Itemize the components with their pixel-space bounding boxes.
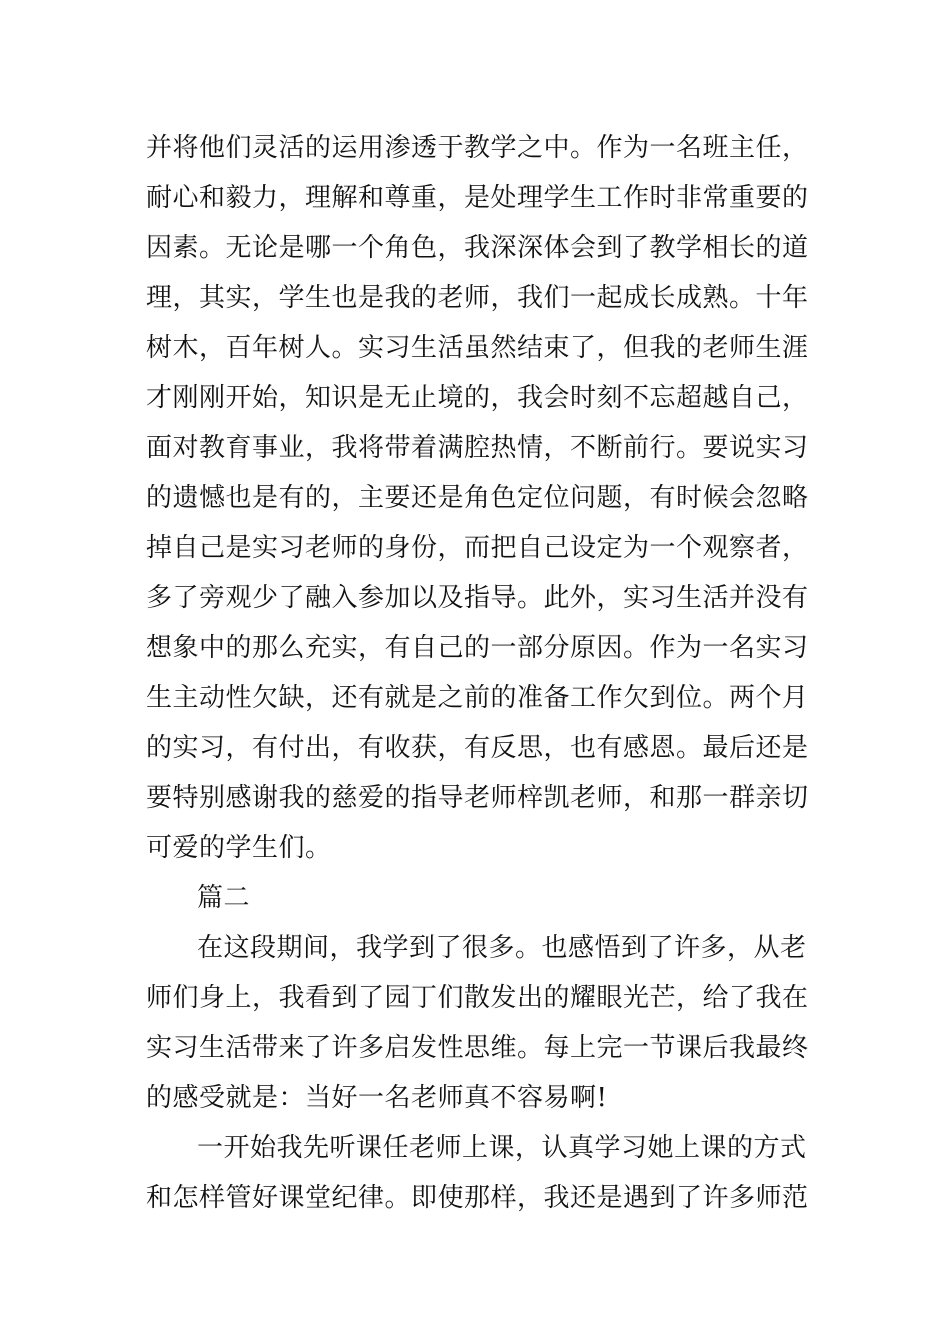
text-line: 实习生活带来了许多启发性思维。每上完一节课后我最终: [146, 1033, 809, 1063]
section-heading: 篇二: [197, 883, 251, 913]
text-line: 才刚刚开始，知识是无止境的，我会时刻不忘超越自己，: [146, 383, 809, 413]
text-line: 多了旁观少了融入参加以及指导。此外，实习生活并没有: [146, 583, 809, 613]
text-line: 耐心和毅力，理解和尊重，是处理学生工作时非常重要的: [146, 183, 809, 213]
text-line: 想象中的那么充实，有自己的一部分原因。作为一名实习: [146, 633, 809, 663]
text-line: 的遗憾也是有的，主要还是角色定位问题，有时候会忽略: [146, 483, 809, 513]
text-line: 生主动性欠缺，还有就是之前的准备工作欠到位。两个月: [146, 683, 809, 713]
text-line: 面对教育事业，我将带着满腔热情，不断前行。要说实习: [146, 433, 809, 463]
text-line: 要特别感谢我的慈爱的指导老师梓凯老师，和那一群亲切: [146, 783, 809, 813]
text-line: 可爱的学生们。: [146, 833, 332, 863]
text-line: 树木，百年树人。实习生活虽然结束了，但我的老师生涯: [146, 333, 809, 363]
text-line: 因素。无论是哪一个角色，我深深体会到了教学相长的道: [146, 233, 809, 263]
text-line: 的感受就是：当好一名老师真不容易啊!: [146, 1083, 608, 1113]
text-line: 师们身上，我看到了园丁们散发出的耀眼光芒，给了我在: [146, 983, 809, 1013]
text-line: 并将他们灵活的运用渗透于教学之中。作为一名班主任，: [146, 133, 809, 163]
text-line: 和怎样管好课堂纪律。即使那样，我还是遇到了许多师范: [146, 1183, 809, 1213]
text-line: 掉自己是实习老师的身份，而把自己设定为一个观察者，: [146, 533, 809, 563]
text-line: 在这段期间，我学到了很多。也感悟到了许多，从老: [197, 933, 807, 963]
text-line: 的实习，有付出，有收获，有反思，也有感恩。最后还是: [146, 733, 809, 763]
text-line: 理，其实，学生也是我的老师，我们一起成长成熟。十年: [146, 283, 809, 313]
text-line: 一开始我先听课任老师上课，认真学习她上课的方式: [197, 1133, 807, 1163]
